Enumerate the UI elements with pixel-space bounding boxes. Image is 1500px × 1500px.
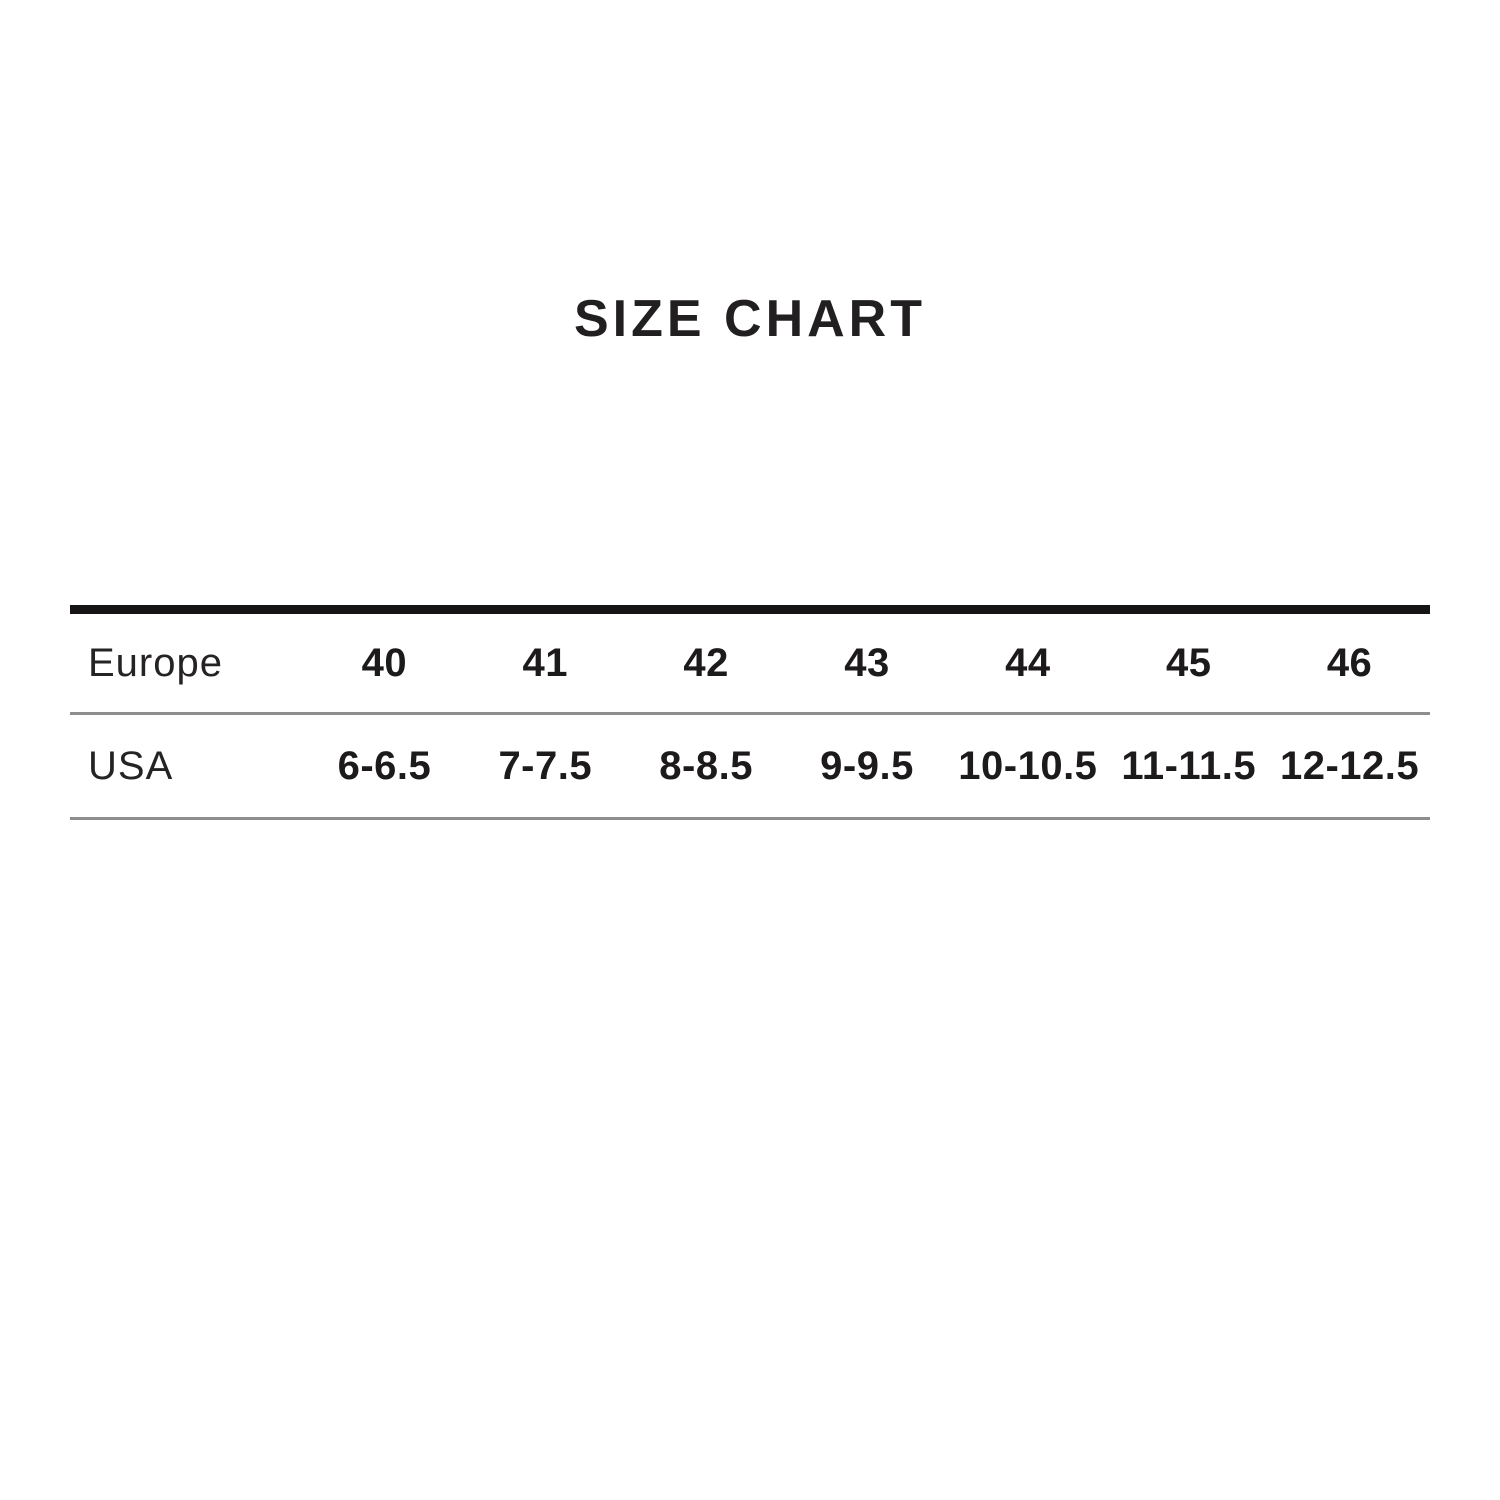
europe-size-cell: 43 — [844, 640, 890, 685]
usa-size-cell: 7-7.5 — [498, 743, 593, 788]
europe-size-cell: 45 — [1165, 640, 1212, 685]
europe-size-cell: 46 — [1326, 640, 1373, 685]
europe-size-cell: 41 — [522, 640, 569, 685]
europe-size-cell: 44 — [1005, 640, 1051, 685]
row-header-europe: Europe — [88, 640, 223, 685]
usa-size-cell: 6-6.5 — [337, 743, 432, 788]
usa-size-cell: 10-10.5 — [958, 743, 1098, 788]
usa-size-cell: 9-9.5 — [820, 743, 914, 788]
usa-size-cell: 12-12.5 — [1279, 743, 1420, 788]
usa-size-cell: 11-11.5 — [1121, 743, 1257, 788]
size-conversion-table — [70, 605, 1430, 820]
table-row-usa — [70, 715, 1430, 820]
europe-size-cell: 40 — [361, 640, 408, 685]
row-header-usa: USA — [88, 743, 174, 788]
europe-size-cell: 42 — [683, 640, 729, 685]
usa-size-cell: 8-8.5 — [659, 743, 753, 788]
table-row-europe — [70, 614, 1430, 715]
page-title: SIZE CHART — [574, 290, 926, 348]
